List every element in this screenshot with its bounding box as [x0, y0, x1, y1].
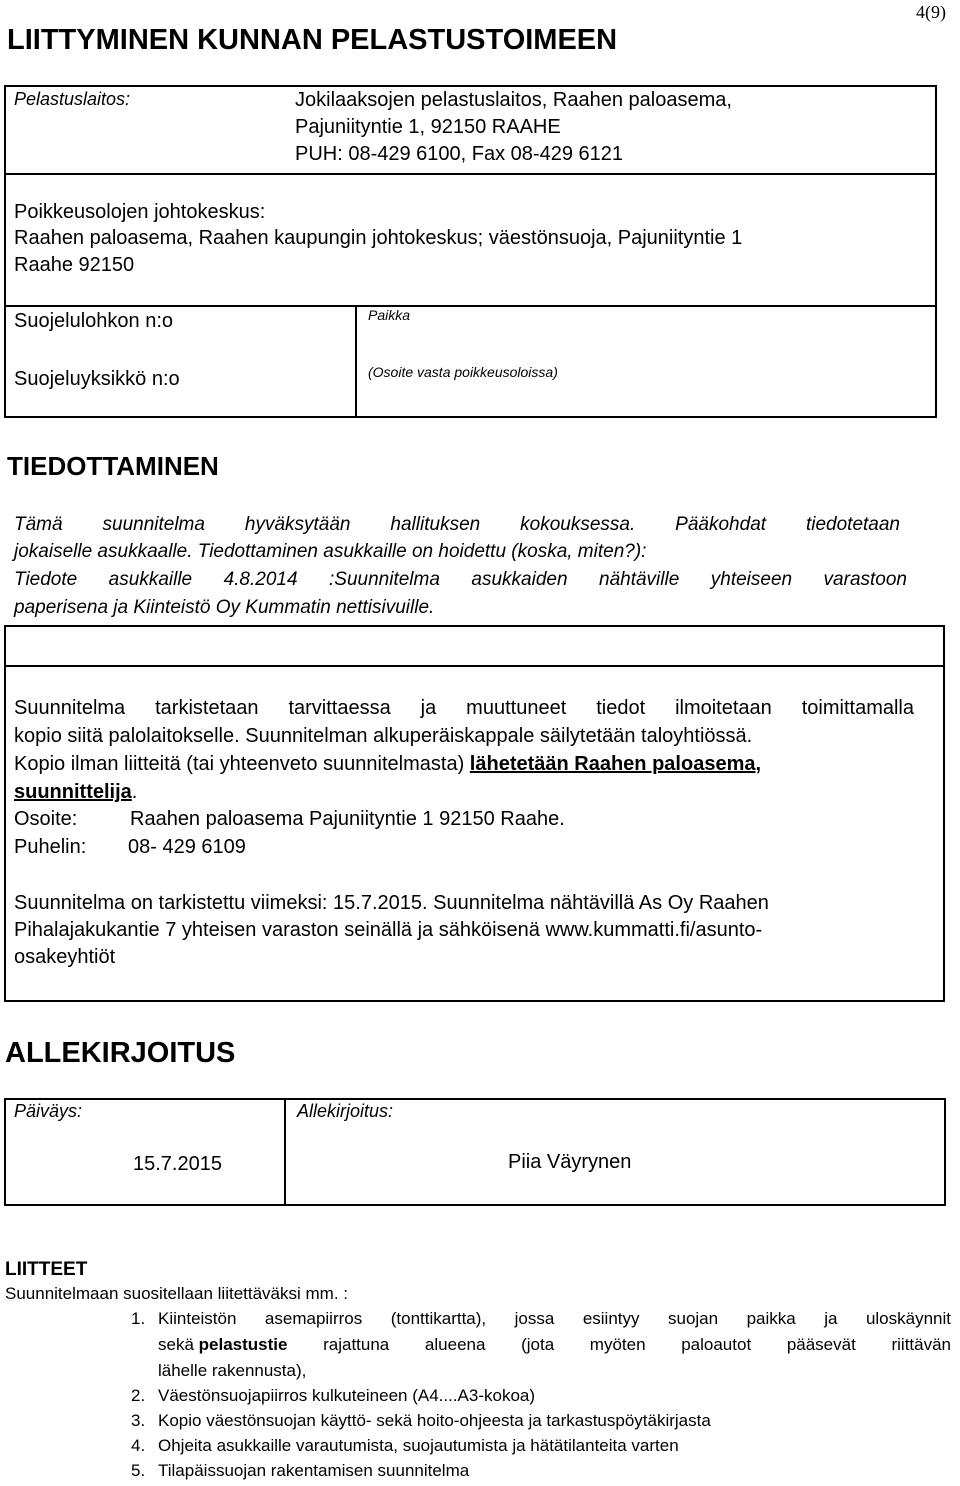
- signer-name: Piia Väyrynen: [508, 1151, 632, 1173]
- attachment-item: sekä pelastustie rajattuna alueena (jota myöten paloautot pääsevät riittävän: [158, 1335, 951, 1354]
- informing-heading: TIEDOTTAMINEN: [7, 451, 219, 481]
- date-label: Päiväys:: [14, 1101, 83, 1121]
- rescue-phone-line: PUH: 08-429 6100, Fax 08-429 6121: [295, 143, 623, 165]
- copy-instruction-line: suunnittelija.: [14, 781, 138, 803]
- rescue-road-term: pelastustie: [198, 1335, 288, 1354]
- checked-line: Suunnitelma on tarkistettu viimeksi: 15.7.2015. Suunnitelma nähtävillä As Oy Raahen: [14, 892, 769, 914]
- checked-line: Pihalajakukantie 7 yhteisen varaston seinällä ja sähköisenä www.kummatti.fi/asunto-: [14, 919, 763, 941]
- rescue-label: Pelastuslaitos:: [14, 89, 131, 109]
- review-line: kopio siitä palolaitokselle. Suunnitelman alkuperäiskappale säilytetään taloyhtiössä.: [14, 725, 753, 747]
- attachment-item: lähelle rakennusta),: [158, 1361, 307, 1380]
- checked-line: osakeyhtiöt: [14, 946, 116, 968]
- address-value: Raahen paloasema Pajuniityntie 1 92150 Raahe.: [130, 808, 565, 830]
- attachment-number: 1.: [131, 1309, 146, 1328]
- rescue-address-line: Jokilaaksojen pelastuslaitos, Raahen paloasema,: [295, 89, 732, 111]
- divider-line: [355, 305, 357, 418]
- protection-unit-label: Suojeluyksikkö n:o: [14, 368, 180, 390]
- attachments-intro: Suunnitelmaan suositellaan liitettäväksi mm. :: [5, 1284, 348, 1303]
- attachment-item: Kiinteistön asemapiirros (tonttikartta), jossa esiintyy suojan paikka ja uloskäynnit: [158, 1309, 951, 1328]
- review-line: Suunnitelma tarkistetaan tarvittaessa ja muuttuneet tiedot ilmoitetaan toimittamalla: [14, 697, 914, 719]
- copy-instruction-line: Kopio ilman liitteitä (tai yhteenveto suunnitelmasta) lähetetään Raahen paloasema,: [14, 753, 762, 775]
- signature-date: 15.7.2015: [133, 1153, 222, 1175]
- attachment-item: Väestönsuojapiirros kulkuteineen (A4....A3-kokoa): [158, 1386, 536, 1405]
- attachment-number: 4.: [131, 1436, 146, 1455]
- informing-line: paperisena ja Kiinteistö Oy Kummatin nettisivuille.: [14, 597, 435, 618]
- copy-recipient: lähetetään Raahen paloasema,: [469, 753, 762, 775]
- rescue-address-line: Pajuniityntie 1, 92150 RAAHE: [295, 116, 561, 138]
- address-label: Osoite:: [14, 808, 78, 830]
- divider-line: [4, 305, 937, 307]
- divider-line: [4, 173, 937, 175]
- phone-value: 08- 429 6109: [128, 836, 246, 858]
- place-label: Paikka: [368, 307, 411, 323]
- attachments-heading: LIITTEET: [5, 1259, 88, 1280]
- attachment-number: 3.: [131, 1411, 146, 1430]
- page-title: LIITTYMINEN KUNNAN PELASTUSTOIMEEN: [7, 24, 618, 56]
- informing-line: Tämä suunnitelma hyväksytään hallituksen kokouksessa. Pääkohdat tiedotetaan: [14, 514, 900, 535]
- protection-block-label: Suojelulohkon n:o: [14, 310, 174, 332]
- copy-recipient-designer: suunnittelija: [14, 781, 132, 803]
- phone-label: Puhelin:: [14, 836, 87, 858]
- attachment-item: Tilapäissuojan rakentamisen suunnitelma: [158, 1461, 470, 1480]
- command-center-line: Raahe 92150: [14, 254, 135, 276]
- divider-line: [4, 665, 945, 667]
- attachment-item: Kopio väestönsuojan käyttö- sekä hoito-ohjeesta ja tarkastuspöytäkirjasta: [158, 1411, 711, 1430]
- page-number: 4(9): [916, 2, 946, 22]
- attachment-item: Ohjeita asukkaille varautumista, suojautumista ja hätätilanteita varten: [158, 1436, 679, 1455]
- signature-label: Allekirjoitus:: [297, 1101, 394, 1121]
- signature-box: [4, 1098, 946, 1206]
- command-center-label: Poikkeusolojen johtokeskus:: [14, 201, 266, 223]
- command-center-line: Raahen paloasema, Raahen kaupungin johtokeskus; väestönsuoja, Pajuniityntie 1: [14, 227, 743, 249]
- informing-line: jokaiselle asukkaalle. Tiedottaminen asukkaille on hoidettu (koska, miten?):: [14, 541, 647, 562]
- attachment-number: 5.: [131, 1461, 146, 1480]
- divider-line: [284, 1098, 286, 1206]
- attachment-number: 2.: [131, 1386, 146, 1405]
- signature-heading: ALLEKIRJOITUS: [5, 1037, 236, 1069]
- informing-line: Tiedote asukkaille 4.8.2014 :Suunnitelma asukkaiden nähtäville yhteiseen varastoon: [14, 569, 907, 590]
- place-note: (Osoite vasta poikkeusoloissa): [368, 364, 558, 380]
